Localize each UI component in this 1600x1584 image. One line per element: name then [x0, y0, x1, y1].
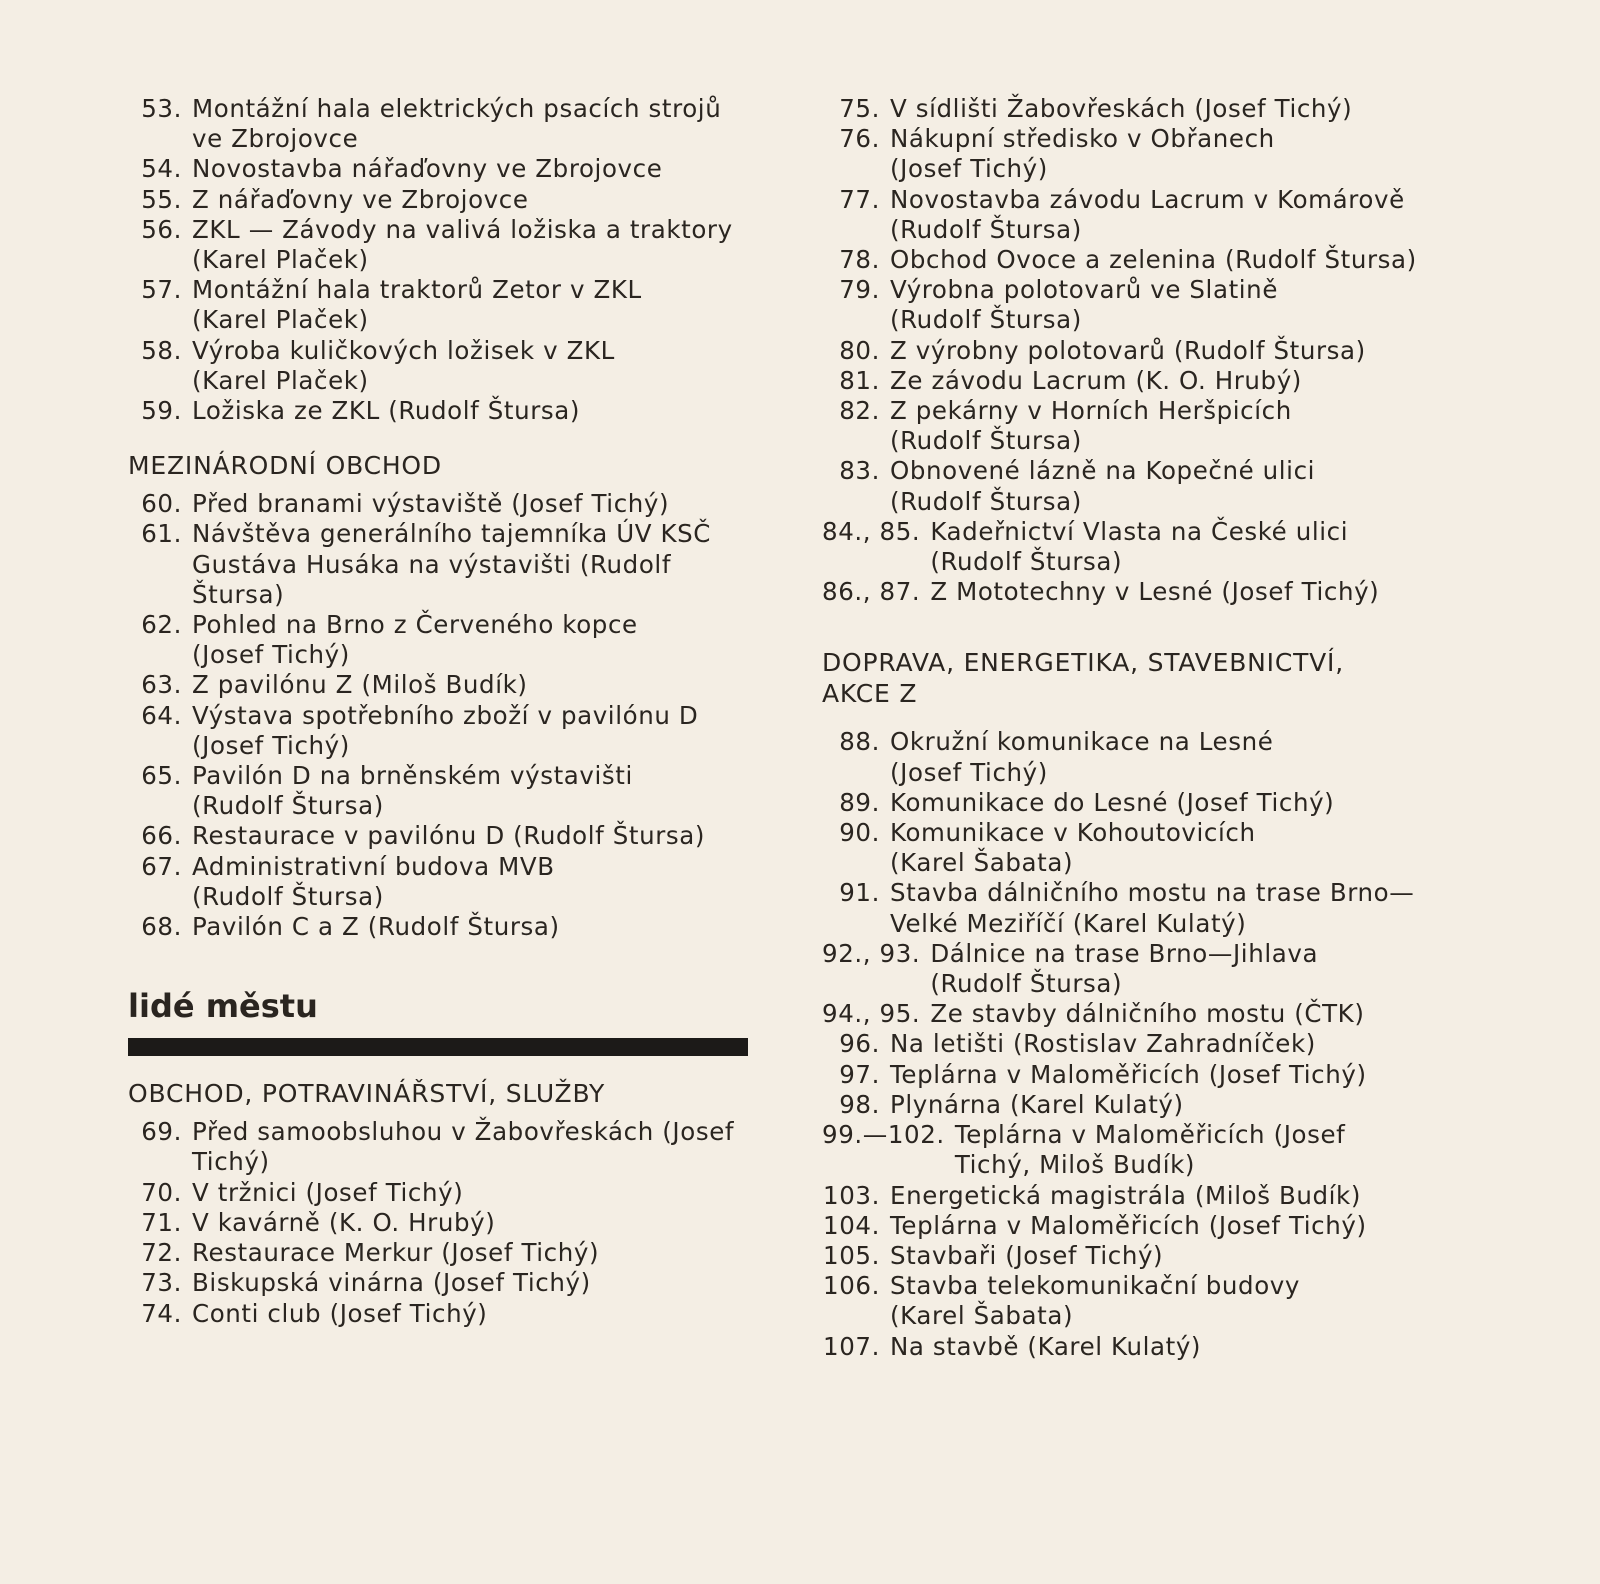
item-number: 58. — [141, 335, 182, 365]
item-number: 66. — [141, 821, 182, 851]
list-item — [128, 912, 758, 942]
item-number: 67. — [141, 851, 182, 881]
list-item — [128, 670, 758, 700]
list-item — [128, 610, 758, 670]
item-text: Okružní komunikace na Lesné (Josef Tichý) — [890, 727, 1274, 787]
item-text: Výrobna polotovarů ve Slatině (Rudolf Štursa) — [890, 275, 1278, 335]
list-item — [822, 727, 1462, 787]
list-item — [822, 1241, 1462, 1271]
list-item — [128, 821, 758, 851]
item-text: Novostavba závodu Lacrum v Komárově (Rudolf Štursa) — [890, 184, 1405, 244]
list-item — [822, 94, 1462, 124]
list-item — [128, 761, 758, 821]
item-text: Plynárna (Karel Kulatý) — [890, 1089, 1184, 1119]
item-text: Ze závodu Lacrum (K. O. Hrubý) — [890, 365, 1302, 395]
item-text: Restaurace Merkur (Josef Tichý) — [192, 1238, 600, 1268]
item-number: 64. — [141, 700, 182, 730]
item-text: Komunikace v Kohoutovicích (Karel Šabata) — [890, 818, 1256, 878]
item-text: Biskupská vinárna (Josef Tichý) — [192, 1268, 591, 1298]
item-text: Stavbaři (Josef Tichý) — [890, 1240, 1164, 1270]
item-number: 56. — [141, 214, 182, 244]
item-number: 53. — [141, 94, 182, 123]
list-item — [822, 185, 1462, 245]
item-text: Pavilón D na brněnském výstavišti (Rudolf Štursa) — [192, 761, 633, 821]
item-number: 84., 85. — [822, 516, 921, 546]
item-number: 54. — [141, 154, 182, 184]
item-number: 57. — [141, 275, 182, 305]
item-text: Montážní hala elektrických psacích strojů ve Zbrojovce — [192, 94, 722, 154]
item-text: Komunikace do Lesné (Josef Tichý) — [890, 787, 1335, 817]
item-number: 59. — [141, 396, 182, 426]
item-number: 79. — [839, 275, 880, 305]
item-number: 72. — [141, 1238, 182, 1268]
item-text: V kavárně (K. O. Hrubý) — [192, 1207, 496, 1237]
item-text: Montážní hala traktorů Zetor v ZKL (Karel Plaček) — [192, 275, 642, 335]
list-items-60-68 — [128, 489, 758, 942]
item-text: Kadeřnictví Vlasta na České ulici (Rudolf Štursa) — [930, 516, 1349, 577]
item-text: Návštěva generálního tajemníka ÚV KSČ Gustáva Husáka na výstavišti (Rudolf Štursa) — [192, 519, 712, 609]
list-item — [822, 1211, 1462, 1241]
list-item — [128, 1238, 758, 1268]
list-item — [822, 336, 1462, 366]
list-item — [128, 1268, 758, 1298]
list-item — [822, 1029, 1462, 1059]
item-text: Pavilón C a Z (Rudolf Štursa) — [192, 912, 560, 942]
list-item — [128, 1117, 758, 1177]
item-number: 60. — [141, 489, 182, 519]
item-number: 77. — [839, 184, 880, 214]
item-text: Z nářaďovny ve Zbrojovce — [192, 184, 529, 214]
list-item — [822, 275, 1462, 335]
list-items-53-59 — [128, 94, 758, 426]
item-text: Dálnice na trase Brno—Jihlava (Rudolf Štursa) — [930, 938, 1319, 999]
item-number: 82. — [839, 396, 880, 426]
item-number: 103. — [823, 1180, 880, 1210]
list-item — [822, 456, 1462, 516]
list-item — [128, 336, 758, 396]
item-number: 99.—102. — [822, 1120, 945, 1150]
section-title-transport-energy-construction: DOPRAVA, ENERGETIKA, STAVEBNICTVÍ, AKCE Z — [822, 648, 1344, 709]
list-item — [128, 1299, 758, 1329]
list-item — [822, 124, 1462, 184]
item-number: 105. — [823, 1240, 880, 1270]
list-item — [128, 852, 758, 912]
right-column — [822, 94, 1462, 1362]
list-item — [128, 275, 758, 335]
item-text: Pohled na Brno z Červeného kopce (Josef Tichý) — [192, 610, 638, 670]
item-number: 97. — [839, 1059, 880, 1089]
item-number: 88. — [839, 727, 880, 757]
item-number: 104. — [823, 1210, 880, 1240]
item-text: Z Mototechny v Lesné (Josef Tichý) — [930, 577, 1380, 607]
list-item — [822, 1060, 1462, 1090]
item-number: 91. — [839, 878, 880, 908]
list-item — [128, 154, 758, 184]
list-items-69-74 — [128, 1117, 758, 1328]
item-text: Před samoobsluhou v Žabovřeskách (Josef Tichý) — [192, 1117, 735, 1177]
item-number: 90. — [839, 818, 880, 848]
section-title-trade-food-services: OBCHOD, POTRAVINÁŘSTVÍ, SLUŽBY — [128, 1079, 606, 1109]
item-number: 98. — [839, 1089, 880, 1119]
item-number: 86., 87. — [822, 577, 921, 607]
list-item — [822, 517, 1462, 577]
item-number: 81. — [839, 365, 880, 395]
item-text: Nákupní středisko v Obřanech (Josef Tichý) — [890, 124, 1275, 184]
list-item — [822, 245, 1462, 275]
spacer — [822, 717, 1462, 727]
item-text: Obnovené lázně na Kopečné ulici (Rudolf Štursa) — [890, 456, 1316, 516]
list-item — [822, 577, 1462, 607]
item-text: Novostavba nářaďovny ve Zbrojovce — [192, 154, 663, 184]
list-item — [822, 939, 1462, 999]
item-text: V sídlišti Žabovřeskách (Josef Tichý) — [890, 94, 1353, 123]
list-item — [128, 185, 758, 215]
list-item — [128, 215, 758, 275]
item-text: Obchod Ovoce a zelenina (Rudolf Štursa) — [890, 245, 1417, 275]
item-number: 80. — [839, 335, 880, 365]
left-column — [128, 94, 758, 1329]
list-item — [128, 396, 758, 426]
item-text: Výstava spotřebního zboží v pavilónu D (Josef Tichý) — [192, 700, 699, 760]
item-number: 68. — [141, 912, 182, 942]
list-item — [128, 94, 758, 154]
item-number: 89. — [839, 787, 880, 817]
item-text: Na stavbě (Karel Kulatý) — [890, 1331, 1202, 1361]
list-item — [822, 366, 1462, 396]
list-items-75-87 — [822, 94, 1462, 607]
item-text: Teplárna v Maloměřicích (Josef Tichý) — [890, 1059, 1367, 1089]
list-item — [128, 701, 758, 761]
item-number: 63. — [141, 670, 182, 700]
item-text: V tržnici (Josef Tichý) — [192, 1177, 464, 1207]
list-item — [822, 1271, 1462, 1331]
item-text: Teplárna v Maloměřicích (Josef Tichý) — [890, 1210, 1367, 1240]
list-items-88-107 — [822, 727, 1462, 1361]
section-title-international-trade: MEZINÁRODNÍ OBCHOD — [128, 451, 442, 481]
item-number: 94., 95. — [822, 999, 921, 1029]
item-number: 106. — [823, 1271, 880, 1301]
item-number: 75. — [839, 94, 880, 123]
item-number: 55. — [141, 184, 182, 214]
item-text: ZKL — Závody na valivá ložiska a traktory (Karel Plaček) — [192, 214, 733, 275]
item-number: 62. — [141, 610, 182, 640]
heading-rule — [128, 1038, 748, 1056]
list-item — [822, 878, 1462, 938]
item-text: Ze stavby dálničního mostu (ČTK) — [930, 999, 1365, 1029]
item-text: Energetická magistrála (Miloš Budík) — [890, 1180, 1361, 1210]
item-number: 74. — [141, 1298, 182, 1328]
item-number: 76. — [839, 124, 880, 154]
item-text: Stavba telekomunikační budovy (Karel Šabata) — [890, 1271, 1300, 1331]
item-number: 78. — [839, 245, 880, 275]
item-text: Z výrobny polotovarů (Rudolf Štursa) — [890, 335, 1366, 365]
item-number: 107. — [823, 1331, 880, 1361]
list-item — [822, 818, 1462, 878]
list-item — [822, 1090, 1462, 1120]
item-text: Výroba kuličkových ložisek v ZKL (Karel Plaček) — [192, 335, 615, 395]
item-text: Ložiska ze ZKL (Rudolf Štursa) — [192, 396, 581, 426]
item-number: 65. — [141, 761, 182, 791]
list-item — [128, 1178, 758, 1208]
item-number: 73. — [141, 1268, 182, 1298]
list-item — [128, 489, 758, 519]
item-number: 61. — [141, 519, 182, 549]
item-number: 92., 93. — [822, 938, 921, 968]
item-text: Z pavilónu Z (Miloš Budík) — [192, 670, 528, 700]
item-number: 69. — [141, 1117, 182, 1147]
item-number: 83. — [839, 456, 880, 486]
item-text: Administrativní budova MVB (Rudolf Štursa) — [192, 851, 555, 911]
item-text: Před branami výstaviště (Josef Tichý) — [192, 489, 670, 519]
item-number: 70. — [141, 1177, 182, 1207]
item-number: 96. — [839, 1029, 880, 1059]
list-item — [128, 519, 758, 610]
list-item — [822, 788, 1462, 818]
list-item — [822, 1120, 1462, 1180]
item-text: Teplárna v Maloměřicích (Josef Tichý, Miloš Budík) — [954, 1120, 1346, 1180]
item-text: Conti club (Josef Tichý) — [192, 1298, 488, 1328]
list-item — [822, 999, 1462, 1029]
item-text: Stavba dálničního mostu na trase Brno—Velké Meziříčí (Karel Kulatý) — [890, 878, 1415, 938]
item-text: Na letišti (Rostislav Zahradníček) — [890, 1029, 1316, 1059]
list-item — [822, 396, 1462, 456]
chapter-heading: lidé městu — [128, 987, 318, 1026]
item-number: 71. — [141, 1207, 182, 1237]
list-item — [822, 1332, 1462, 1362]
item-text: Z pekárny v Horních Heršpicích (Rudolf Štursa) — [890, 396, 1292, 456]
list-item — [822, 1181, 1462, 1211]
list-item — [128, 1208, 758, 1238]
item-text: Restaurace v pavilónu D (Rudolf Štursa) — [192, 821, 706, 851]
